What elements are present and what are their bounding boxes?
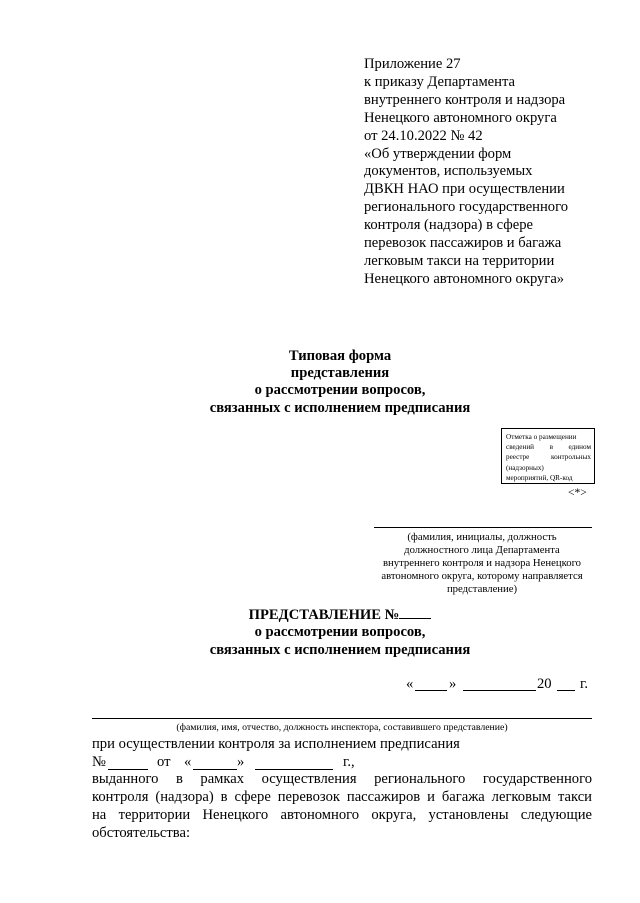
qr-box-line: реестре контрольных [506, 453, 591, 462]
inspector-signature-line [92, 718, 592, 719]
addressee-note-line: представление) [446, 583, 518, 596]
form-title-line: связанных с исполнением предписания [209, 399, 471, 416]
month-blank [463, 690, 536, 691]
prescription-day-blank [193, 769, 237, 770]
prescription-close-quote: » [237, 754, 245, 770]
appendix-line: документов, используемых [364, 163, 533, 180]
qr-box-line: (надзорных) [506, 463, 544, 472]
prescription-number-blank [108, 769, 148, 770]
document-title [140, 606, 540, 659]
document-title-line: связанных с исполнением предписания [209, 641, 471, 658]
qr-box-line: сведений в едином [506, 443, 591, 452]
date-century: 20 [537, 676, 552, 692]
date-year-suffix: г. [580, 676, 588, 692]
date-row [406, 676, 606, 696]
addressee-note-line: (фамилия, инициалы, должность [407, 531, 557, 543]
year-blank [557, 690, 575, 691]
appendix-line: от 24.10.2022 № 42 [364, 127, 483, 144]
document-heading-text: ПРЕДСТАВЛЕНИЕ № [248, 607, 400, 623]
appendix-line: легковым такси на территории [364, 252, 555, 269]
body-line: при осуществлении контроля за исполнением предписания [92, 736, 460, 752]
appendix-line: внутреннего контроля и надзора [364, 91, 566, 108]
appendix-line: контроля (надзора) в сфере [364, 217, 533, 234]
addressee-note-line: внутреннего контроля и надзора Ненецкого [382, 557, 582, 570]
document-title-line: о рассмотрении вопросов, [254, 624, 426, 641]
qr-footnote-mark: <*> [568, 487, 587, 499]
body-paragraph-line: контроля (надзора) в сфере перевозок пассажиров и багажа легковым такси [92, 789, 592, 805]
appendix-line: регионального государственного [364, 199, 569, 216]
from-label: от [157, 754, 171, 770]
day-blank [415, 690, 447, 691]
appendix-line: Ненецкого автономного округа [364, 109, 557, 126]
body-paragraph-line: обстоятельства: [92, 825, 190, 841]
prescription-month-blank [255, 769, 333, 770]
appendix-line: Приложение 27 [364, 56, 461, 72]
qr-box-line: мероприятий, QR-код [506, 473, 573, 482]
prescription-year-suffix: г., [343, 754, 355, 770]
addressee-signature-line [374, 527, 592, 528]
prescription-open-quote: « [184, 754, 192, 770]
form-title-line: Типовая форма [288, 348, 392, 364]
number-sign: № [92, 754, 106, 770]
addressee-note [372, 531, 592, 596]
date-close-quote: » [449, 676, 457, 692]
form-title [140, 348, 540, 417]
addressee-note-line: должностного лица Департамента [404, 544, 560, 557]
qr-box-line: Отметка о размещении [506, 433, 577, 441]
body-paragraph-line: на территории Ненецкого автономного округа, установлены следующие [92, 807, 592, 823]
appendix-line: к приказу Департамента [364, 73, 515, 90]
appendix-line: Ненецкого автономного округа» [364, 270, 565, 287]
form-title-line: представления [290, 365, 390, 382]
inspector-note: (фамилия, имя, отчество, должность инспектора, составившего представление) [176, 722, 508, 733]
body-paragraph-line: выданного в рамках осуществления регионального государственного [92, 771, 592, 787]
addressee-note-line: автономного округа, которому направляется [381, 570, 583, 583]
appendix-line: ДВКН НАО при осуществлении [364, 181, 565, 198]
qr-code-box [501, 428, 595, 484]
appendix-block [364, 56, 604, 289]
appendix-line: «Об утверждении форм [364, 145, 512, 162]
document-heading [140, 606, 540, 624]
form-title-line: о рассмотрении вопросов, [254, 382, 426, 399]
appendix-line: перевозок пассажиров и багажа [364, 235, 562, 252]
date-open-quote: « [406, 676, 414, 692]
document-number-blank [399, 606, 431, 619]
